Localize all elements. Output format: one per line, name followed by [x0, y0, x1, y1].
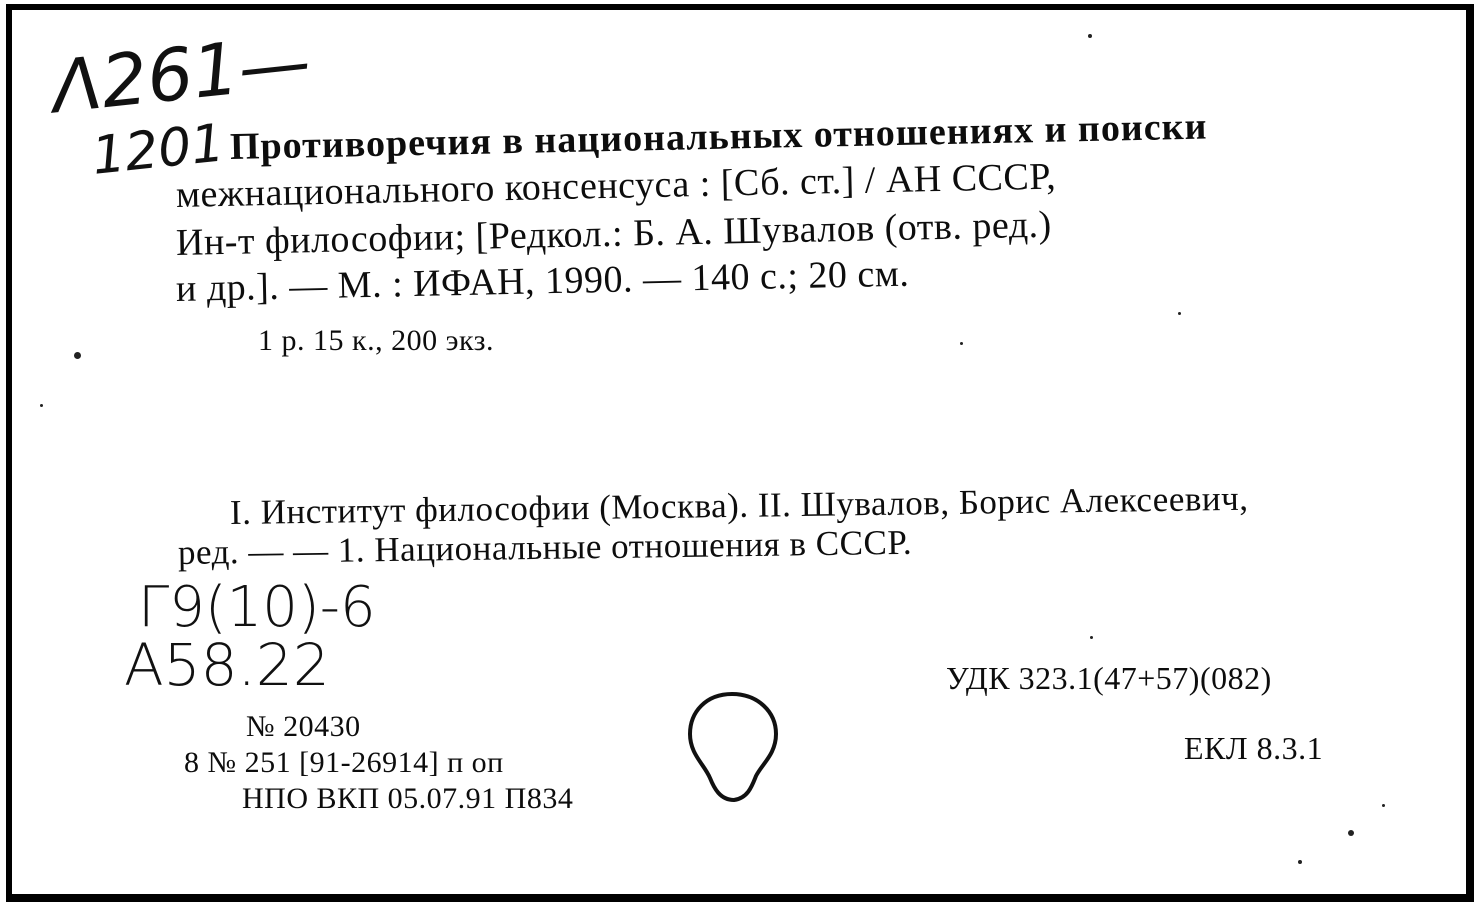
imprint-number: № 20430 — [246, 710, 361, 743]
tracings-line-2: ред. — — 1. Национальные отношения в СССР. — [177, 522, 913, 572]
imprint-order: 8 № 251 [91-26914] п оп — [184, 746, 504, 779]
scan-speck — [1348, 830, 1354, 836]
imprint-publisher: НПО ВКП 05.07.91 П834 — [242, 782, 574, 815]
entry-line-2: межнационального консенсуса : [Сб. ст.] / АН СССР, — [175, 155, 1057, 216]
udc-code: УДК 323.1(47+57)(082) — [946, 660, 1272, 696]
entry-line-3: Ин-т философии; [Редкол.: Б. А. Шувалов (отв. ред.) — [175, 203, 1053, 264]
scan-speck — [1090, 636, 1093, 639]
scan-speck — [1298, 860, 1302, 864]
scan-speck — [1088, 34, 1092, 38]
tracings-line-1: I. Институт философии (Москва). II. Шувалов, Борис Алексеевич, — [229, 478, 1249, 532]
ekl-code: ЕКЛ 8.3.1 — [1184, 730, 1324, 766]
title-line-1: Противоречия в национальных отношениях и поиски — [229, 105, 1208, 168]
handwritten-bbk: А58.22 — [124, 631, 330, 699]
handwritten-shelf-mark: Λ261— — [48, 18, 315, 130]
price-copies: 1 р. 15 к., 200 экз. — [258, 324, 494, 357]
scan-speck — [1382, 804, 1385, 807]
scan-speck — [960, 342, 963, 345]
scan-speck — [1178, 312, 1181, 315]
scan-speck — [74, 352, 81, 359]
entry-line-4: и др.]. — М. : ИФАН, 1990. — 140 с.; 20 см. — [175, 252, 910, 310]
stamp-outline-icon — [684, 690, 784, 808]
scan-speck — [40, 404, 43, 407]
handwritten-item-number: 1201 — [89, 113, 228, 187]
handwritten-classification: Г9(10)-6 — [138, 575, 376, 640]
